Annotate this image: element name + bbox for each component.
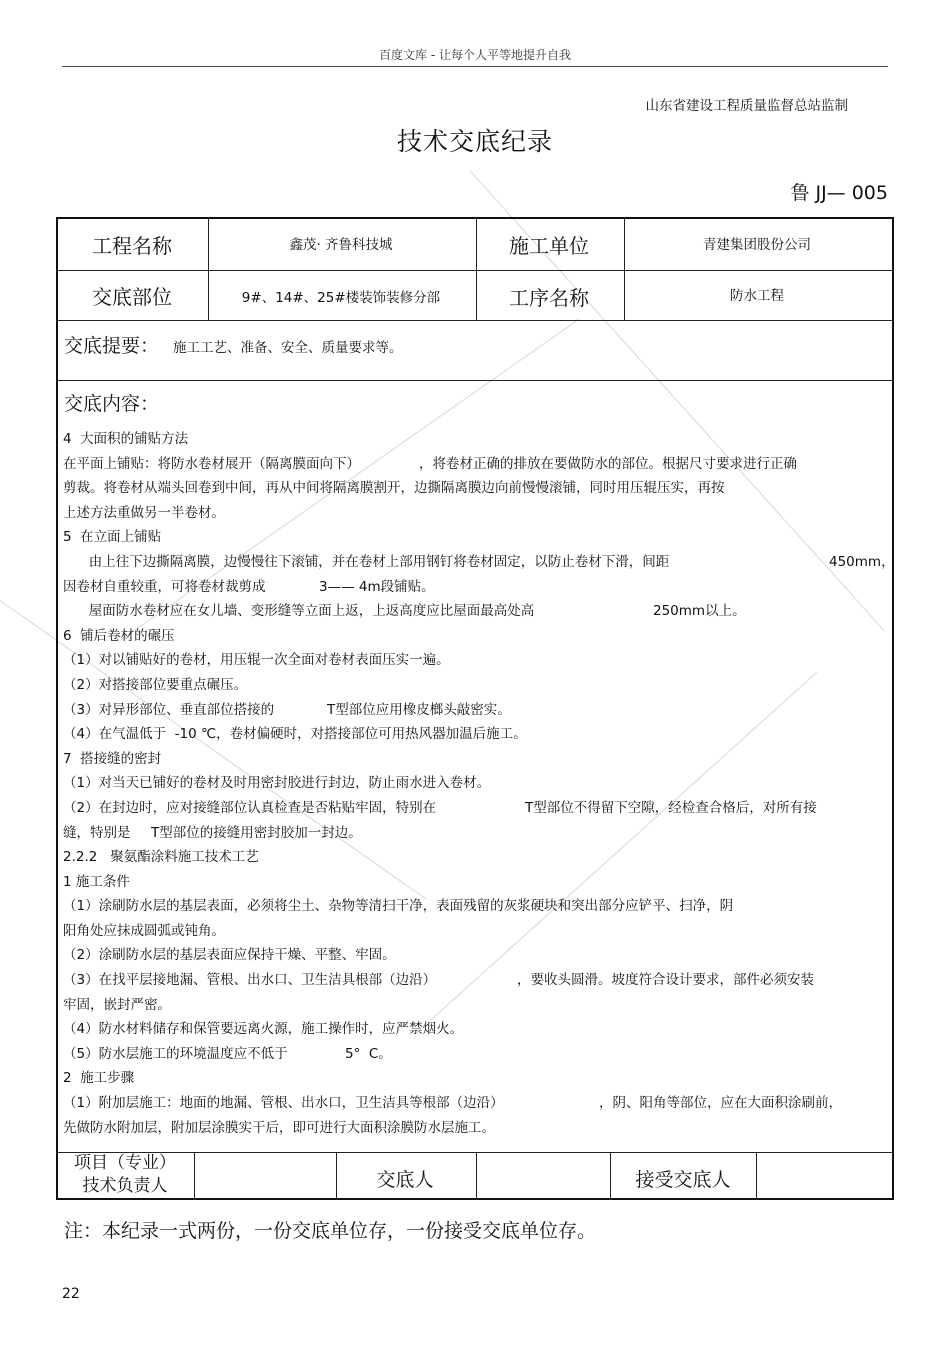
- content-body: [63, 427, 895, 1140]
- content-line: [63, 648, 883, 673]
- line-text: 450mm，: [829, 553, 895, 570]
- page-number: 22: [62, 1286, 80, 1302]
- line-text: ，阴、阳角等部位，应在大面积涂刷前，: [599, 1095, 842, 1112]
- line-text: T型部位不得留下空隙，经检查合格后，对所有接: [525, 799, 817, 816]
- line-text: T型部位的接缝用密封胶加一封边。: [151, 824, 362, 841]
- location-label: 交底部位: [92, 285, 172, 309]
- line-text: （5）防水层施工的环境温度应不低于: [63, 1045, 288, 1062]
- line-text: 1 施工条件: [63, 873, 130, 890]
- content-line: [63, 796, 883, 821]
- line-text: （4）在气温低于 -10 ℃，卷材偏硬时，对搭接部位可用热风器加温后施工。: [63, 726, 527, 743]
- row-divider: [58, 270, 892, 271]
- content-line: [63, 476, 883, 501]
- footnote: 注：本纪录一式两份，一份交底单位存，一份接受交底单位存。: [64, 1220, 597, 1242]
- content-line: [63, 501, 883, 526]
- line-text: 2.2.2 聚氨酯涂料施工技术工艺: [63, 849, 259, 866]
- page-title: 技术交底纪录: [396, 127, 553, 156]
- line-text: 在平面上铺贴：将防水卷材展开（隔离膜面向下）: [63, 455, 360, 472]
- content-line: [63, 1017, 883, 1042]
- receiver-label: 接受交底人: [635, 1169, 731, 1191]
- issuing-organization: 山东省建设工程质量监督总站监制: [645, 98, 848, 114]
- content-line: [63, 1066, 883, 1091]
- content-line: [63, 747, 883, 772]
- content-line: [63, 821, 883, 846]
- line-text: 因卷材自重较重，可将卷材裁剪成: [63, 578, 266, 595]
- header-divider: [62, 66, 888, 67]
- content-line: [63, 919, 883, 944]
- line-text: （2）在封边时，应对接缝部位认真检查是否粘贴牢固，特别在: [63, 799, 437, 816]
- line-text: 由上往下边撕隔离膜，边慢慢往下滚铺，并在卷材上部用钢钉将卷材固定，以防止卷材下滑，间距: [63, 553, 670, 570]
- row-divider: [58, 380, 892, 381]
- line-text: T型部位应用橡皮榔头敲密实。: [327, 701, 511, 718]
- summary-text: 施工工艺、准备、安全、质量要求等。: [173, 340, 403, 356]
- content-line: [63, 599, 883, 624]
- line-text: （2）涂刷防水层的基层表面应保持干燥、平整、牢固。: [63, 947, 396, 964]
- content-line: [63, 698, 883, 723]
- row-divider: [58, 320, 892, 321]
- summary-label: 交底提要：: [64, 335, 160, 357]
- content-line: [63, 993, 883, 1018]
- content-line: [63, 870, 883, 895]
- summary-row: [64, 331, 403, 358]
- line-text: （1）对当天已铺好的卷材及时用密封胶进行封边，防止雨水进入卷材。: [63, 775, 491, 792]
- content-line: [63, 943, 883, 968]
- col-divider: [756, 1152, 757, 1200]
- location-value: 9#、14#、25#楼装饰装修分部: [241, 290, 441, 306]
- content-line: [63, 673, 883, 698]
- line-text: 5 在立面上铺贴: [63, 529, 162, 546]
- line-text: （3）在找平层接地漏、管根、出水口、卫生洁具根部（边沿）: [63, 972, 437, 989]
- line-text: 缝，特别是: [63, 824, 131, 841]
- line-text: 3—— 4m段铺贴。: [319, 578, 435, 595]
- line-text: 250mm以上。: [653, 603, 746, 620]
- document-code: 鲁 JJ— 005: [790, 182, 888, 204]
- process-label: 工序名称: [509, 286, 589, 310]
- line-text: （1）对以铺贴好的卷材，用压辊一次全面对卷材表面压实一遍。: [63, 652, 450, 669]
- content-line: [63, 624, 883, 649]
- line-text: 2 施工步骤: [63, 1070, 135, 1087]
- line-text: 先做防水附加层，附加层涂膜实干后，即可进行大面积涂膜防水层施工。: [63, 1119, 495, 1136]
- contractor-label: 施工单位: [509, 234, 589, 258]
- line-text: 6 铺后卷材的碾压: [63, 627, 175, 644]
- contractor-value: 青建集团股份公司: [703, 237, 811, 253]
- line-text: （2）对搭接部位要重点碾压。: [63, 676, 248, 693]
- line-text: （4）防水材料储存和保管要远离火源，施工操作时，应严禁烟火。: [63, 1021, 464, 1038]
- content-line: [63, 1116, 883, 1141]
- content-line: [63, 1042, 883, 1067]
- content-line: [63, 525, 883, 550]
- line-text: 4 大面积的铺贴方法: [63, 431, 189, 447]
- content-line: [63, 575, 883, 600]
- line-text: 上述方法重做另一半卷材。: [63, 504, 225, 521]
- line-text: 剪裁。将卷材从端头回卷到中间，再从中间将隔离膜割开，边撕隔离膜边向前慢慢滚铺，同时用压辊压实，再按: [63, 480, 725, 497]
- content-line: [63, 1091, 883, 1116]
- content-line: [63, 968, 883, 993]
- process-value: 防水工程: [730, 288, 784, 304]
- content-line: [63, 894, 883, 919]
- content-line: [63, 722, 883, 747]
- line-text: 5° C。: [345, 1045, 392, 1062]
- tech-lead-label-line1: 项目（专业）: [74, 1153, 176, 1173]
- site-header: 百度文库 - 让每个人平等地提升自我: [379, 48, 571, 62]
- line-text: 阳角处应抹成圆弧或钝角。: [63, 922, 225, 939]
- discloser-label: 交底人: [376, 1169, 434, 1191]
- content-line: [63, 427, 883, 452]
- col-divider: [476, 1152, 477, 1200]
- line-text: （1）涂刷防水层的基层表面，必须将尘土、杂物等清扫干净，表面残留的灰浆硬块和突出部分应铲平、扫净，阴: [63, 898, 734, 915]
- content-line: [63, 550, 895, 575]
- content-line: [63, 845, 883, 870]
- line-text: 牢固，嵌封严密。: [63, 996, 171, 1013]
- content-label: 交底内容：: [64, 393, 160, 415]
- tech-lead-label-line2: 技术负责人: [82, 1176, 168, 1196]
- tech-lead-label: [57, 1152, 193, 1198]
- content-line: [63, 452, 883, 477]
- line-text: ，要收头圆滑。坡度符合设计要求，部件必须安装: [517, 972, 814, 989]
- col-divider: [194, 1152, 195, 1200]
- line-text: （3）对异形部位、垂直部位搭接的: [63, 701, 275, 718]
- line-text: 屋面防水卷材应在女儿墙、变形缝等立面上返，上返高度应比屋面最高处高: [63, 603, 535, 620]
- line-text: （1）附加层施工：地面的地漏、管根、出水口，卫生洁具等根部（边沿）: [63, 1095, 504, 1112]
- line-text: 7 搭接缝的密封: [63, 750, 162, 767]
- project-name-label: 工程名称: [92, 234, 172, 258]
- line-text: ，将卷材正确的排放在要做防水的部位。根据尺寸要求进行正确: [419, 455, 797, 472]
- content-line: [63, 771, 883, 796]
- project-name-value: 鑫茂· 齐鲁科技城: [289, 237, 393, 253]
